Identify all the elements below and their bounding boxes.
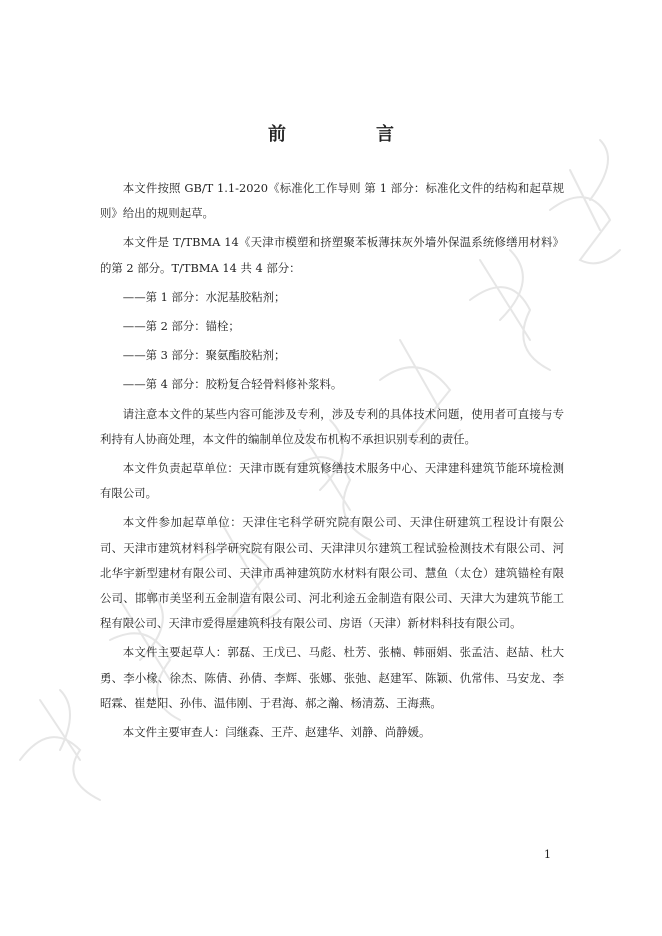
paragraph: 本文件是 T/TBMA 14《天津市模塑和挤塑聚苯板薄抹灰外墙外保温系统修缮用材料》的第 2 部分。T/TBMA 14 共 4 部分： xyxy=(100,235,564,275)
paragraph: 本文件按照 GB/T 1.1-2020《标准化工作导则 第 1 部分：标准化文件的结构和起草规则》给出的规则起草。 xyxy=(100,181,564,221)
list-item: ——第 1 部分：水泥基胶粘剂； xyxy=(122,289,286,304)
paragraph: 本文件参加起草单位：天津住宅科学研究院有限公司、天津住研建筑工程设计有限公司、天津市建筑材料科学研究院有限公司、天津津贝尔建筑工程试验检测技术有限公司、河北华宇新型建材有限公司、天津市禹神建筑防水材料有限公司、慧鱼（太仓）建筑锚栓有限公司、邯郸市美坚利五金制造有限公司、河北利途五金制造有限公司、天津大为建筑节能工程有限公司、天津市爱得屋建筑科技有限公司、房语（天津）新材料科技有限公司。 xyxy=(100,515,564,631)
page-number: 1 xyxy=(544,848,551,861)
page-title: 前 言 xyxy=(268,124,430,145)
document-body xyxy=(100,176,564,749)
list-item: ——第 3 部分：聚氨酯胶粘剂； xyxy=(122,348,286,363)
paragraph: 本文件主要起草人：郭磊、王戊已、马彪、杜芳、张楠、韩丽娟、张孟洁、赵喆、杜大勇、李小椽、徐杰、陈倩、孙倩、李辉、张娜、张弛、赵建军、陈颖、仇常伟、马安龙、李昭霖、崔楚阳、孙伟、温伟刚、于君海、郝之瀚、杨清荔、王海燕。 xyxy=(100,645,564,710)
list-item: ——第 4 部分：胶粉复合轻骨料修补浆料。 xyxy=(122,377,343,392)
paragraph: 请注意本文件的某些内容可能涉及专利，涉及专利的具体技术问题，使用者可直接与专利持有人协商处理，本文件的编制单位及发布机构不承担识别专利的责任。 xyxy=(100,406,564,446)
list-item: ——第 2 部分：锚栓； xyxy=(122,319,240,334)
paragraph: 本文件负责起草单位：天津市既有建筑修缮技术服务中心、天津建科建筑节能环境检测有限公司。 xyxy=(100,461,564,501)
paragraph: 本文件主要审查人：闫继森、王芹、赵建华、刘静、尚静媛。 xyxy=(122,725,431,740)
